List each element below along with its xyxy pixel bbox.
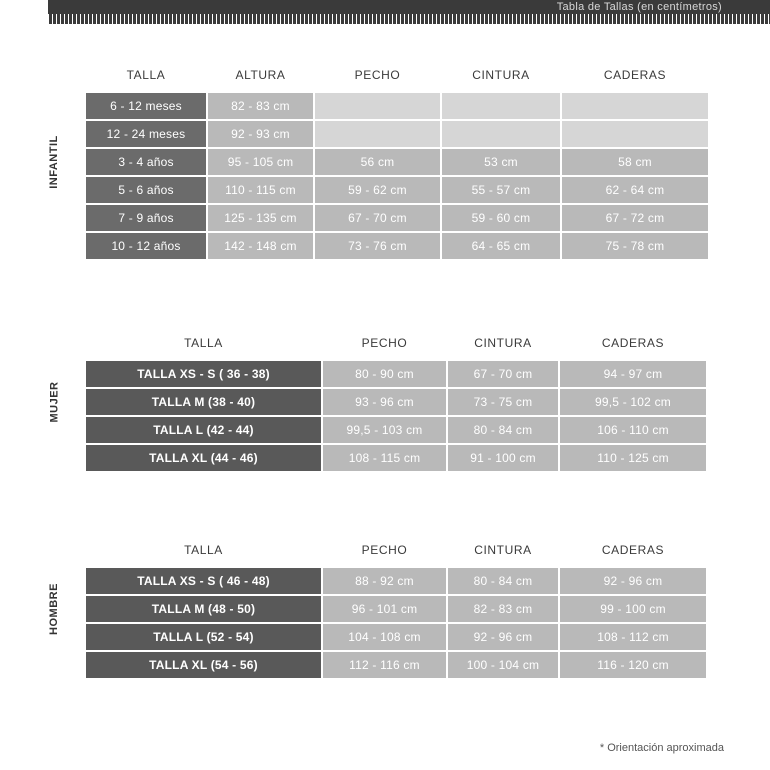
table-row [86, 417, 706, 443]
column-header: CADERAS [603, 68, 667, 82]
table-row [86, 121, 708, 147]
cell-value: 59 - 62 cm [315, 177, 440, 203]
cell-value: 67 - 70 cm [448, 361, 558, 387]
table-row [86, 624, 706, 650]
cell-value: 100 - 104 cm [448, 652, 558, 678]
cell-value: 110 - 115 cm [208, 177, 313, 203]
section-infantil [48, 62, 698, 261]
section-label-mujer [34, 330, 74, 473]
cell-size: 12 - 24 meses [86, 121, 206, 147]
cell-value: 73 - 75 cm [448, 389, 558, 415]
cell-value: 93 - 96 cm [323, 389, 446, 415]
table-infantil [84, 62, 710, 261]
table-row [86, 361, 706, 387]
cell-value: 94 - 97 cm [560, 361, 706, 387]
cell-value: 62 - 64 cm [562, 177, 708, 203]
column-header: ALTURA [235, 68, 286, 82]
table-header-row [86, 332, 706, 359]
cell-value: 64 - 65 cm [442, 233, 560, 259]
cell-size: TALLA M (38 - 40) [86, 389, 321, 415]
section-label-hombre-text: HOMBRE [48, 582, 61, 635]
table-row [86, 93, 708, 119]
cell-value: 58 cm [562, 149, 708, 175]
cell-value [562, 93, 708, 119]
column-header: CINTURA [472, 68, 530, 82]
cell-value: 92 - 96 cm [448, 624, 558, 650]
cell-value: 67 - 70 cm [315, 205, 440, 231]
cell-size: TALLA XL (54 - 56) [86, 652, 321, 678]
cell-value: 112 - 116 cm [323, 652, 446, 678]
cell-value: 99 - 100 cm [560, 596, 706, 622]
column-header: CINTURA [474, 336, 532, 350]
cell-value [442, 121, 560, 147]
cell-value: 67 - 72 cm [562, 205, 708, 231]
cell-value: 80 - 84 cm [448, 417, 558, 443]
cell-value: 82 - 83 cm [208, 93, 313, 119]
table-mujer [84, 330, 708, 473]
section-mujer [48, 330, 698, 473]
table-row [86, 205, 708, 231]
cell-size: TALLA XL (44 - 46) [86, 445, 321, 471]
cell-value: 96 - 101 cm [323, 596, 446, 622]
cell-value [315, 121, 440, 147]
column-header: PECHO [361, 543, 408, 557]
table-row [86, 445, 706, 471]
cell-size: 5 - 6 años [86, 177, 206, 203]
cell-value: 80 - 84 cm [448, 568, 558, 594]
column-header: CADERAS [601, 336, 665, 350]
cell-value: 53 cm [442, 149, 560, 175]
cell-value: 110 - 125 cm [560, 445, 706, 471]
cell-value: 59 - 60 cm [442, 205, 560, 231]
cell-size: 10 - 12 años [86, 233, 206, 259]
table-row [86, 568, 706, 594]
cell-value: 92 - 93 cm [208, 121, 313, 147]
column-header: CADERAS [601, 543, 665, 557]
cell-value: 108 - 112 cm [560, 624, 706, 650]
column-header: TALLA [126, 68, 166, 82]
cell-value: 99,5 - 103 cm [323, 417, 446, 443]
table-row [86, 652, 706, 678]
cell-value: 142 - 148 cm [208, 233, 313, 259]
cell-value: 125 - 135 cm [208, 205, 313, 231]
section-label-hombre [34, 537, 74, 680]
page-title: Tabla de Tallas (en centímetros) [556, 1, 722, 13]
section-hombre [48, 537, 698, 680]
column-header: PECHO [361, 336, 408, 350]
table-row [86, 596, 706, 622]
cell-value: 75 - 78 cm [562, 233, 708, 259]
cell-value: 88 - 92 cm [323, 568, 446, 594]
cell-value: 73 - 76 cm [315, 233, 440, 259]
column-header: TALLA [184, 543, 223, 557]
cell-value: 116 - 120 cm [560, 652, 706, 678]
cell-value: 92 - 96 cm [560, 568, 706, 594]
cell-value [562, 121, 708, 147]
table-header-row [86, 64, 708, 91]
cell-value: 80 - 90 cm [323, 361, 446, 387]
cell-size: TALLA M (48 - 50) [86, 596, 321, 622]
column-header: TALLA [184, 336, 223, 350]
cell-size: 3 - 4 años [86, 149, 206, 175]
section-label-mujer-text: MUJER [48, 380, 61, 423]
footnote: * Orientación aproximada [599, 742, 724, 754]
cell-size: TALLA L (42 - 44) [86, 417, 321, 443]
cell-value: 91 - 100 cm [448, 445, 558, 471]
cell-value: 108 - 115 cm [323, 445, 446, 471]
table-hombre [84, 537, 708, 680]
cell-size: TALLA L (52 - 54) [86, 624, 321, 650]
cell-size: TALLA XS - S ( 36 - 38) [86, 361, 321, 387]
cell-value: 82 - 83 cm [448, 596, 558, 622]
cell-value: 106 - 110 cm [560, 417, 706, 443]
section-label-infantil-text: INFANTIL [48, 134, 60, 189]
cell-value [315, 93, 440, 119]
column-header: CINTURA [474, 543, 532, 557]
table-header-row [86, 539, 706, 566]
cell-size: 7 - 9 años [86, 205, 206, 231]
table-row [86, 233, 708, 259]
cell-value: 95 - 105 cm [208, 149, 313, 175]
ruler-decoration [48, 14, 770, 24]
cell-value: 99,5 - 102 cm [560, 389, 706, 415]
cell-value: 56 cm [315, 149, 440, 175]
cell-value [442, 93, 560, 119]
section-label-infantil [34, 62, 74, 261]
table-row [86, 177, 708, 203]
cell-size: TALLA XS - S ( 46 - 48) [86, 568, 321, 594]
column-header: PECHO [354, 68, 401, 82]
cell-size: 6 - 12 meses [86, 93, 206, 119]
table-row [86, 149, 708, 175]
table-row [86, 389, 706, 415]
cell-value: 55 - 57 cm [442, 177, 560, 203]
cell-value: 104 - 108 cm [323, 624, 446, 650]
